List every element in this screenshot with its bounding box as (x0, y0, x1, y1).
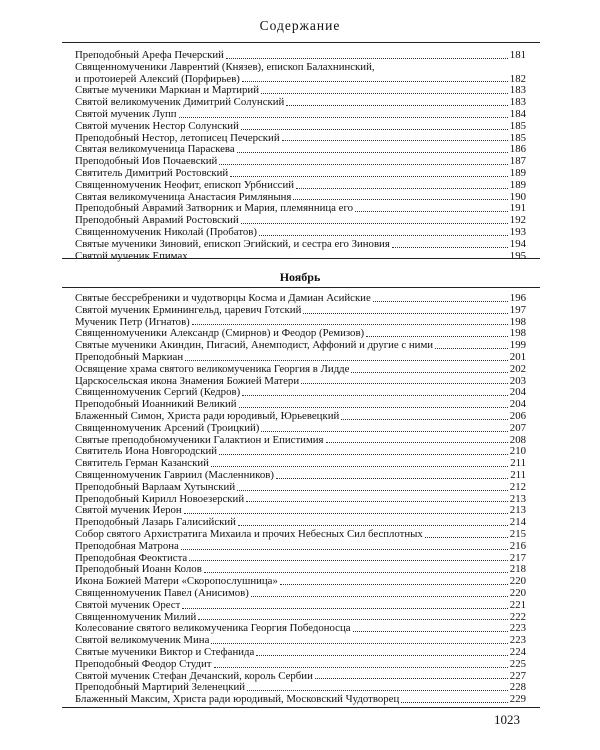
dot-leader (242, 81, 508, 82)
toc-page-number: 228 (509, 681, 526, 694)
dot-leader (230, 176, 508, 177)
toc-entry (75, 694, 526, 706)
running-header: Содержание (259, 18, 341, 33)
dot-leader (241, 223, 508, 224)
toc-page-number: 215 (509, 527, 526, 540)
dot-leader (401, 702, 508, 703)
toc-entry (75, 293, 526, 305)
toc-page-number: 222 (509, 610, 526, 623)
toc-entry-title: Блаженный Максим, Христа ради юродивый, Московский Чудотворец (75, 694, 400, 706)
section-heading: Ноябрь (279, 270, 321, 284)
toc-entry (75, 387, 526, 399)
toc-entry-title: Святой мученик Епимах (75, 250, 188, 262)
toc-entry (75, 133, 526, 145)
toc-entry (75, 564, 526, 576)
toc-entry (75, 180, 526, 192)
toc-entry-title: Преподобный Феодор Студит (75, 658, 212, 670)
toc-page-number: 217 (509, 551, 526, 564)
dot-leader (259, 235, 508, 236)
toc-entry (75, 215, 526, 227)
toc-page-number: 183 (509, 96, 526, 109)
toc-october (75, 50, 526, 262)
toc-entry (75, 647, 526, 659)
toc-entry-title: Святой мученик Орест (75, 599, 181, 611)
toc-entry-title: Преподобный Мартирий Зеленецкий (75, 682, 246, 694)
dot-leader (211, 643, 507, 644)
toc-entry-title: Мученик Петр (Игнатов) (75, 316, 190, 328)
toc-page-number: 206 (509, 409, 526, 422)
toc-entry (75, 470, 526, 482)
toc-entry-title: Святые мученики Маркиан и Мартирий (75, 85, 259, 97)
toc-entry-title: Святой мученик Ерминингельд, царевич Готский (75, 304, 302, 316)
toc-entry (75, 239, 526, 251)
dot-leader (179, 117, 508, 118)
toc-page-number: 212 (509, 480, 526, 493)
toc-entry (75, 305, 526, 317)
toc-entry-title: Святой мученик Нестор Солунский (75, 120, 239, 132)
toc-entry (75, 192, 526, 204)
toc-entry (75, 168, 526, 180)
toc-page-number: 213 (509, 492, 526, 505)
toc-entry (75, 600, 526, 612)
page-number: 1023 (494, 712, 520, 727)
dot-leader (185, 360, 508, 361)
toc-entry (75, 435, 526, 447)
toc-entry (75, 458, 526, 470)
toc-entry (75, 352, 526, 364)
toc-entry-title: Святитель Герман Казанский (75, 458, 209, 470)
toc-entry (75, 612, 526, 624)
toc-entry-title: Святитель Иона Новгородский (75, 446, 218, 458)
toc-entry-title: Святые мученики Виктор и Стефанида (75, 646, 255, 658)
dot-leader (198, 619, 508, 620)
toc-entry (75, 156, 526, 168)
toc-page-number: 195 (509, 249, 526, 262)
toc-entry-title: Преподобная Феоктиста (75, 552, 188, 564)
toc-entry (75, 494, 526, 506)
dot-leader (261, 431, 507, 432)
toc-page-number: 198 (509, 315, 526, 328)
dot-leader (373, 301, 508, 302)
toc-page-number: 186 (509, 143, 526, 156)
dot-leader (189, 560, 508, 561)
toc-entry-title: Преподобный Аврамий Ростовский (75, 215, 239, 227)
toc-entry-title: Святые преподобномученики Галактион и Епистимия (75, 434, 324, 446)
toc-entry (75, 399, 526, 411)
toc-page-number: 208 (509, 433, 526, 446)
toc-entry (75, 505, 526, 517)
dot-leader (237, 490, 508, 491)
toc-entry (75, 203, 526, 215)
toc-entry-title: Преподобный Иоанникий Великий (75, 399, 237, 411)
toc-entry (75, 317, 526, 329)
toc-entry-title: Блаженный Симон, Христа ради юродивый, Юрьевецкий (75, 410, 340, 422)
toc-entry-title: Священномученик Павел (Анисимов) (75, 587, 249, 599)
toc-page-number: 201 (509, 350, 526, 363)
toc-entry-title: Святой мученик Стефан Дечанский, король Сербии (75, 670, 313, 682)
toc-entry-title: Царскосельская икона Знамения Божией Матери (75, 375, 300, 387)
toc-entry (75, 682, 526, 694)
dot-leader (315, 678, 508, 679)
toc-page-number: 193 (509, 225, 526, 238)
dot-leader (247, 690, 508, 691)
dot-leader (282, 140, 508, 141)
dot-leader (242, 395, 508, 396)
toc-entry-line: Священномученики Лаврентий (Князев), епископ Балахнинский, (75, 60, 375, 73)
dot-leader (211, 466, 508, 467)
toc-page-number: 227 (509, 669, 526, 682)
toc-entry (75, 340, 526, 352)
toc-page-number: 220 (509, 586, 526, 599)
toc-page-number: 187 (509, 155, 526, 168)
dot-leader (204, 572, 508, 573)
toc-page-number: 213 (509, 504, 526, 517)
toc-page-number: 189 (509, 178, 526, 191)
toc-entry-title: Священномученик Сергий (Кедров) (75, 387, 241, 399)
toc-page-number: 190 (509, 190, 526, 203)
toc-entry-title: Святая великомученица Параскева (75, 144, 235, 156)
toc-entry-title: Священномученик Гавриил (Масленников) (75, 469, 274, 481)
toc-entry-title: Священномученики Александр (Смирнов) и Феодор (Ремизов) (75, 328, 365, 340)
toc-entry (75, 251, 526, 263)
toc-entry-title: Преподобный Иов Почаевский (75, 156, 218, 168)
dot-leader (237, 152, 508, 153)
toc-page-number: 210 (509, 445, 526, 458)
toc-page-number: 204 (509, 398, 526, 411)
toc-entry (75, 74, 526, 86)
toc-page-number: 197 (509, 303, 526, 316)
dot-leader (326, 442, 508, 443)
toc-entry-title: Преподобный Варлаам Хутынский (75, 481, 236, 493)
toc-entry-title: Святые мученики Акиндин, Пигасий, Анемподист, Аффоний и другие с ними (75, 340, 434, 352)
toc-entry-title: и протоиерей Алексий (Порфирьев) (75, 73, 240, 85)
toc-page-number: 223 (509, 634, 526, 647)
toc-entry (75, 446, 526, 458)
toc-page-number: 229 (509, 693, 526, 706)
toc-entry (75, 529, 526, 541)
toc-entry (75, 659, 526, 671)
dot-leader (296, 188, 508, 189)
dot-leader (214, 667, 508, 668)
toc-entry (75, 671, 526, 683)
toc-page-number: 198 (509, 327, 526, 340)
dot-leader (435, 348, 508, 349)
toc-page-number: 211 (510, 457, 526, 470)
toc-entry-title: Святой великомученик Димитрий Солунский (75, 97, 285, 109)
toc-entry-title: Освящение храма святого великомученика Георгия в Лидде (75, 363, 350, 375)
toc-entry (75, 588, 526, 600)
dot-leader (351, 372, 507, 373)
dot-leader (192, 324, 508, 325)
toc-entry (75, 482, 526, 494)
toc-entry (75, 423, 526, 435)
dot-leader (182, 608, 508, 609)
toc-entry-title: Преподобный Иоанн Колов (75, 564, 202, 576)
toc-page-number: 214 (509, 516, 526, 529)
toc-entry-title: Преподобный Аврамий Затворник и Мария, племянница его (75, 203, 354, 215)
toc-entry (75, 144, 526, 156)
toc-entry (75, 97, 526, 109)
dot-leader (293, 199, 507, 200)
dot-leader (184, 513, 508, 514)
toc-page-number: 221 (509, 598, 526, 611)
toc-page-number: 207 (509, 421, 526, 434)
dot-leader (251, 596, 508, 597)
dot-leader (341, 419, 508, 420)
dot-leader (239, 407, 508, 408)
toc-entry (75, 623, 526, 635)
toc-entry-title: Священномученик Неофит, епископ Урбниссий (75, 179, 294, 191)
toc-page-number: 185 (509, 131, 526, 144)
dot-leader (261, 93, 508, 94)
dot-leader (353, 631, 508, 632)
dot-leader (219, 164, 507, 165)
section-rule-top (62, 258, 540, 259)
toc-page-number: 196 (509, 292, 526, 304)
toc-page-number: 220 (509, 575, 526, 588)
toc-entry-title: Священномученик Николай (Пробатов) (75, 226, 257, 238)
dot-leader (226, 58, 508, 59)
toc-page-number: 189 (509, 166, 526, 179)
dot-leader (366, 336, 508, 337)
toc-entry-title: Святые бессребреники и чудотворцы Косма и Дамиан Асийские (75, 293, 371, 304)
toc-page-number: 204 (509, 386, 526, 399)
toc-page-number: 194 (509, 237, 526, 250)
toc-entry-title: Священномученик Арсений (Троицкий) (75, 422, 260, 434)
section-rule-bottom (62, 287, 540, 288)
toc-page-number: 191 (509, 202, 526, 215)
toc-entry (75, 85, 526, 97)
toc-page-number: 192 (509, 214, 526, 227)
dot-leader (303, 313, 507, 314)
toc-entry (75, 517, 526, 529)
toc-entry-title: Колесование святого великомученика Георгия Победоносца (75, 623, 351, 635)
dot-leader (219, 454, 508, 455)
toc-page-number: 202 (509, 362, 526, 375)
toc-page-number: 211 (510, 468, 526, 481)
toc-page-number: 203 (509, 374, 526, 387)
toc-entry (75, 541, 526, 553)
dot-leader (355, 211, 508, 212)
toc-entry (75, 109, 526, 121)
toc-entry (75, 227, 526, 239)
toc-entry-title: Преподобная Матрона (75, 540, 179, 552)
dot-leader (392, 247, 508, 248)
toc-entry-title: Преподобный Нестор, летописец Печерский (75, 132, 280, 144)
toc-entry-title: Святой великомученик Мина (75, 635, 210, 647)
toc-page-number: 216 (509, 539, 526, 552)
toc-page-number: 182 (509, 72, 526, 85)
header-rule (62, 42, 540, 43)
toc-entry-title: Святой мученик Иерон (75, 505, 182, 517)
toc-entry (75, 411, 526, 423)
toc-entry-title: Преподобный Лазарь Галисийский (75, 517, 236, 529)
toc-entry-title: Священномученик Милий (75, 611, 197, 623)
toc-page-number: 224 (509, 645, 526, 658)
toc-entry (75, 121, 526, 133)
toc-entry (75, 553, 526, 565)
dot-leader (181, 549, 508, 550)
toc-page-number: 225 (509, 657, 526, 670)
toc-entry-title: Святой мученик Лупп (75, 108, 177, 120)
dot-leader (276, 478, 508, 479)
toc-entry (75, 376, 526, 388)
toc-entry-title: Икона Божией Матери «Скоропослушница» (75, 576, 278, 588)
toc-page-number: 223 (509, 622, 526, 635)
toc-page-number: 218 (509, 563, 526, 576)
toc-entry-title: Святые мученики Зиновий, епископ Эгийский, и сестра его Зиновия (75, 238, 390, 250)
footer-rule (62, 707, 540, 708)
dot-leader (280, 584, 508, 585)
toc-entry-title: Преподобный Кирилл Новоезерский (75, 493, 245, 505)
dot-leader (256, 655, 508, 656)
dot-leader (301, 383, 508, 384)
toc-entry-title: Святая великомученица Анастасия Римляныня (75, 191, 292, 203)
toc-entry-title: Святитель Димитрий Ростовский (75, 167, 229, 179)
dot-leader (241, 129, 508, 130)
toc-page-number: 181 (509, 49, 526, 61)
toc-entry-title: Преподобный Арефа Печерский (75, 50, 224, 61)
dot-leader (425, 537, 508, 538)
toc-page-number: 199 (509, 339, 526, 352)
toc-november (75, 293, 526, 706)
toc-page-number: 184 (509, 107, 526, 120)
toc-entry-title: Собор святого Архистратига Михаила и прочих Небесных Сил бесплотных (75, 528, 423, 540)
toc-page-number: 183 (509, 84, 526, 97)
toc-entry (75, 364, 526, 376)
toc-entry-title: Преподобный Маркиан (75, 351, 184, 363)
toc-entry (75, 328, 526, 340)
dot-leader (246, 501, 508, 502)
dot-leader (238, 525, 508, 526)
toc-page-number: 185 (509, 119, 526, 132)
toc-entry (75, 635, 526, 647)
toc-entry (75, 576, 526, 588)
dot-leader (286, 105, 508, 106)
